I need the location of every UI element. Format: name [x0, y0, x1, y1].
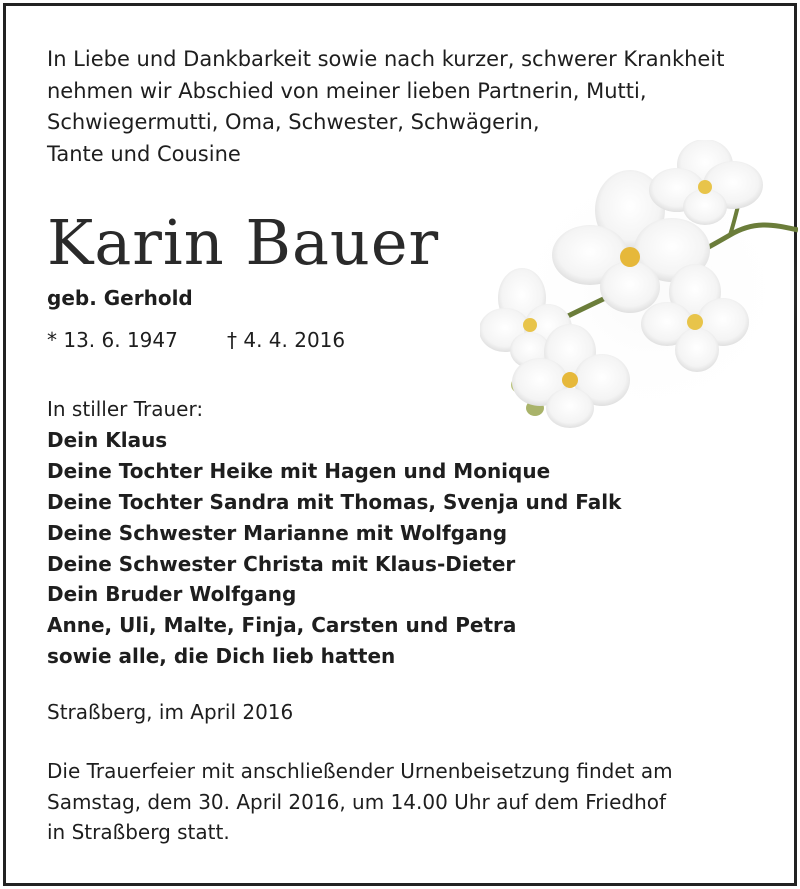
mourner-line: Dein Klaus: [47, 427, 168, 452]
place-date: Straßberg, im April 2016: [47, 700, 294, 724]
service-line: Die Trauerfeier mit anschließender Urnenbeisetzung findet am: [47, 759, 673, 783]
mourner-line: Dein Bruder Wolfgang: [47, 582, 297, 607]
mourners-list: [47, 394, 621, 672]
intro-line: Schwiegermutti, Oma, Schwester, Schwägerin,: [47, 110, 540, 134]
intro-line: nehmen wir Abschied von meiner lieben Partnerin, Mutti,: [47, 78, 647, 103]
service-line: Samstag, dem 30. April 2016, um 14.00 Uhr auf dem Friedhof: [47, 789, 667, 814]
mourners-lead: In stiller Trauer:: [47, 397, 204, 421]
intro-line: In Liebe und Dankbarkeit sowie nach kurzer, schwerer Krankheit: [47, 47, 725, 71]
life-dates: [47, 328, 345, 352]
service-info: [47, 756, 673, 848]
death-date: † 4. 4. 2016: [227, 328, 346, 352]
mourner-line: Deine Schwester Christa mit Klaus-Dieter: [47, 551, 516, 576]
mourner-line: sowie alle, die Dich lieb hatten: [47, 644, 396, 669]
birth-date: * 13. 6. 1947: [47, 328, 178, 352]
mourner-line: Deine Schwester Marianne mit Wolfgang: [47, 520, 508, 545]
service-line: in Straßberg statt.: [47, 820, 230, 844]
mourner-line: Deine Tochter Heike mit Hagen und Monique: [47, 458, 551, 483]
mourner-line: Anne, Uli, Malte, Finja, Carsten und Petra: [47, 613, 517, 638]
birth-name: geb. Gerhold: [47, 286, 193, 310]
deceased-name: Karin Bauer: [47, 206, 440, 279]
intro-line: Tante und Cousine: [47, 141, 241, 166]
mourner-line: Deine Tochter Sandra mit Thomas, Svenja und Falk: [47, 489, 622, 514]
